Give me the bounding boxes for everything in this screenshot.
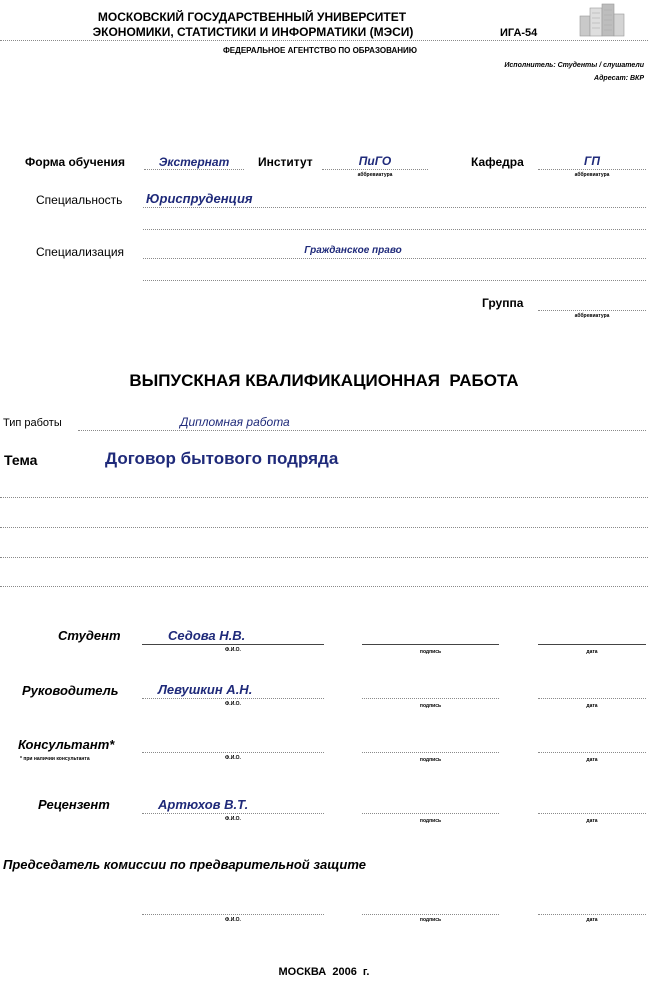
consultant-sign-line bbox=[362, 752, 499, 753]
consultant-date-caption: дата bbox=[586, 757, 598, 763]
consultant-sign-caption: подпись bbox=[419, 757, 442, 763]
theme-value: Договор бытового подряда bbox=[105, 449, 339, 468]
chairman-sign-caption: подпись bbox=[419, 917, 442, 923]
study-form-value: Экстернат bbox=[158, 155, 230, 169]
work-type-label: Тип работы bbox=[3, 417, 62, 429]
specialization-line-2 bbox=[143, 280, 646, 281]
theme-label: Тема bbox=[4, 452, 38, 468]
reviewer-fio-line bbox=[142, 813, 324, 814]
work-type-line bbox=[78, 430, 646, 431]
supervisor-fio-line bbox=[142, 698, 324, 699]
chairman-sign-line bbox=[362, 914, 499, 915]
department-caption: аббревиатура bbox=[574, 172, 610, 178]
specialty-line-2 bbox=[143, 229, 646, 230]
theme-line-2 bbox=[0, 527, 648, 528]
department-value: ГП bbox=[584, 154, 600, 168]
supervisor-sign-caption: подпись bbox=[419, 703, 442, 709]
student-fio-line bbox=[142, 644, 324, 645]
chairman-fio-line bbox=[142, 914, 324, 915]
reviewer-sign-caption: подпись bbox=[419, 818, 442, 824]
specialization-line-1 bbox=[143, 258, 646, 259]
group-line bbox=[538, 310, 646, 311]
student-date-caption: дата bbox=[586, 649, 598, 655]
reviewer-name: Артюхов В.Т. bbox=[158, 797, 249, 812]
student-sign-caption: подпись bbox=[419, 649, 442, 655]
reviewer-sign-line bbox=[362, 813, 499, 814]
supervisor-date-caption: дата bbox=[586, 703, 598, 709]
reviewer-fio-caption: Ф.И.О. bbox=[225, 816, 241, 822]
institute-label: Институт bbox=[258, 155, 313, 169]
institute-caption: аббревиатура bbox=[357, 172, 393, 178]
executor-note: Исполнитель: Студенты / слушатели bbox=[504, 62, 644, 69]
student-date-line bbox=[538, 644, 646, 645]
supervisor-label: Руководитель bbox=[22, 683, 119, 698]
university-name-line1: МОСКОВСКИЙ ГОСУДАРСТВЕННЫЙ УНИВЕРСИТЕТ bbox=[97, 10, 407, 24]
consultant-note: * при наличии консультанта bbox=[20, 756, 90, 762]
student-fio-caption: Ф.И.О. bbox=[225, 647, 241, 653]
addressee-note: Адресат: ВКР bbox=[594, 75, 644, 82]
theme-line-3 bbox=[0, 557, 648, 558]
reviewer-date-line bbox=[538, 813, 646, 814]
specialization-label: Специализация bbox=[36, 245, 125, 259]
chairman-date-line bbox=[538, 914, 646, 915]
form-code: ИГА-54 bbox=[500, 27, 538, 39]
chairman-fio-caption: Ф.И.О. bbox=[225, 917, 241, 923]
university-name-line2: ЭКОНОМИКИ, СТАТИСТИКИ И ИНФОРМАТИКИ (МЭСИ) bbox=[92, 25, 414, 39]
chairman-date-caption: дата bbox=[586, 917, 598, 923]
consultant-fio-caption: Ф.И.О. bbox=[225, 755, 241, 761]
theme-line-1 bbox=[0, 497, 648, 498]
university-logo bbox=[578, 2, 626, 38]
study-form-line bbox=[144, 169, 244, 170]
group-caption: аббревиатура bbox=[574, 313, 610, 319]
consultant-date-line bbox=[538, 752, 646, 753]
agency-name: ФЕДЕРАЛЬНОЕ АГЕНТСТВО ПО ОБРАЗОВАНИЮ bbox=[222, 46, 418, 55]
specialty-label: Специальность bbox=[36, 193, 123, 207]
city-year: МОСКВА 2006 г. bbox=[278, 966, 370, 978]
document-title: ВЫПУСКНАЯ КВАЛИФИКАЦИОННАЯ РАБОТА bbox=[129, 371, 519, 390]
specialty-line-1 bbox=[143, 207, 646, 208]
supervisor-name: Левушкин А.Н. bbox=[158, 682, 253, 697]
supervisor-sign-line bbox=[362, 698, 499, 699]
supervisor-fio-caption: Ф.И.О. bbox=[225, 701, 241, 707]
work-type-value: Дипломная работа bbox=[180, 415, 290, 429]
header-separator bbox=[0, 40, 648, 41]
study-form-label: Форма обучения bbox=[25, 155, 125, 169]
student-label: Студент bbox=[58, 628, 121, 643]
theme-line-4 bbox=[0, 586, 648, 587]
consultant-label: Консультант* bbox=[18, 737, 115, 752]
specialty-value: Юриспруденция bbox=[146, 191, 253, 206]
chairman-label: Председатель комиссии по предварительной защите bbox=[3, 857, 366, 872]
student-sign-line bbox=[362, 644, 499, 645]
institute-line bbox=[322, 169, 428, 170]
specialization-value: Гражданское право bbox=[304, 245, 402, 256]
department-line bbox=[538, 169, 646, 170]
department-label: Кафедра bbox=[471, 155, 524, 169]
consultant-fio-line bbox=[142, 752, 324, 753]
reviewer-date-caption: дата bbox=[586, 818, 598, 824]
group-label: Группа bbox=[482, 296, 524, 310]
student-name: Седова Н.В. bbox=[168, 628, 246, 643]
institute-value: ПиГО bbox=[358, 154, 392, 168]
reviewer-label: Рецензент bbox=[38, 797, 110, 812]
supervisor-date-line bbox=[538, 698, 646, 699]
